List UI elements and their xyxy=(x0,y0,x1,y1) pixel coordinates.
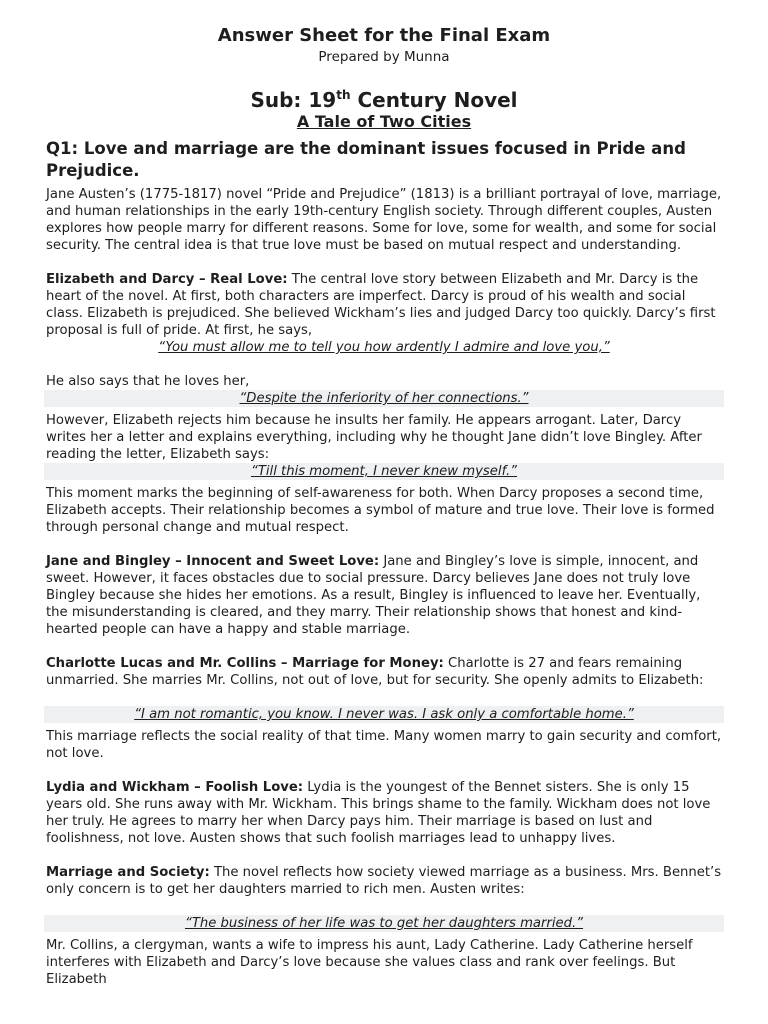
document-title: Answer Sheet for the Final Exam xyxy=(217,25,551,46)
elizabeth-darcy-paragraph xyxy=(46,271,722,339)
prepared-by: Prepared by Munna xyxy=(318,49,450,65)
rejection-paragraph: However, Elizabeth rejects him because he insults her family. He appears arrogant. Later, Darcy writes her a letter and explains everything, including why he thought Jane didn’t love Bingley. After reading the letter, Elizabeth says: xyxy=(46,413,702,462)
jane-bingley-paragraph xyxy=(46,553,722,638)
section-heading-society: Marriage and Society: xyxy=(46,865,210,880)
quote-inferiority: “Despite the inferiority of her connections.” xyxy=(44,390,724,407)
quote-business-of-her-life: “The business of her life was to get her daughters married.” xyxy=(44,915,724,932)
society-text: The novel reflects how society viewed marriage as a business. Mrs. Bennet’s only concern is to get her daughters married to rich men. Austen writes: xyxy=(46,865,722,897)
collins-catherine-paragraph: Mr. Collins, a clergyman, wants a wife to impress his aunt, Lady Catherine. Lady Catherine herself interferes with Elizabeth and Darcy’s love because she values class and rank over feelings. But Elizabeth xyxy=(46,938,693,987)
question-heading: Q1: Love and marriage are the dominant issues focused in Pride and Prejudice. xyxy=(46,139,686,180)
section-heading-lydia: Lydia and Wickham – Foolish Love: xyxy=(46,780,304,795)
subject-superscript: th xyxy=(336,88,351,102)
subject-suffix: Century Novel xyxy=(350,88,518,112)
lydia-wickham-paragraph xyxy=(46,779,722,847)
quote-not-romantic: “I am not romantic, you know. I never was. I ask only a comfortable home.” xyxy=(44,706,724,723)
charlotte-text: Charlotte is 27 and fears remaining unmarried. She marries Mr. Collins, not out of love, but for security. She openly admits to Elizabeth: xyxy=(46,656,704,688)
book-title: A Tale of Two Cities xyxy=(296,112,472,131)
section-heading-charlotte: Charlotte Lucas and Mr. Collins – Marriage for Money: xyxy=(46,656,444,671)
social-reality-paragraph: This marriage reflects the social reality of that time. Many women marry to gain security and comfort, not love. xyxy=(46,729,722,761)
quote-till-this-moment: “Till this moment, I never knew myself.” xyxy=(44,463,724,480)
marriage-society-paragraph xyxy=(46,864,722,898)
jane-text: Jane and Bingley’s love is simple, innocent, and sweet. However, it faces obstacles due to social pressure. Darcy believes Jane does not truly love Bingley because she hides her emotions. As a result, Bingley is influenced to leave her. Eventually, the misunderstanding is cleared, and they marry. Their relationship shows that honest and kind-hearted people can have a happy and stable marriage. xyxy=(46,554,701,637)
section-heading-elizabeth: Elizabeth and Darcy – Real Love: xyxy=(46,272,288,287)
self-awareness-paragraph: This moment marks the beginning of self-awareness for both. When Darcy proposes a second time, Elizabeth accepts. Their relationship becomes a symbol of mature and true love. Their love is formed through personal change and mutual respect. xyxy=(46,486,715,535)
loves-her-line: He also says that he loves her, xyxy=(46,374,250,389)
subject-prefix: Sub: 19 xyxy=(250,88,337,112)
intro-paragraph: Jane Austen’s (1775-1817) novel “Pride and Prejudice” (1813) is a brilliant portrayal of love, marriage, and human relationships in the early 19th-century English society. Through different couples, Austen explores how people marry for different reasons. Some for love, some for wealth, and some for social security. The central idea is that true love must be based on mutual respect and understanding. xyxy=(46,187,722,253)
charlotte-collins-paragraph xyxy=(46,655,722,689)
subject-heading xyxy=(46,88,722,112)
elizabeth-text: The central love story between Elizabeth and Mr. Darcy is the heart of the novel. At first, both characters are imperfect. Darcy is proud of his wealth and social class. Elizabeth is prejudiced. She believed Wickham’s lies and judged Darcy too quickly. Darcy’s first proposal is full of pride. At first, he says, xyxy=(46,272,716,338)
quote-ardently: “You must allow me to tell you how ardently I admire and love you,” xyxy=(158,340,610,355)
section-heading-jane: Jane and Bingley – Innocent and Sweet Love: xyxy=(46,554,380,569)
lydia-text: Lydia is the youngest of the Bennet sisters. She is only 15 years old. She runs away with Mr. Wickham. This brings shame to the family. Wickham does not love her truly. He agrees to marry her when Darcy pays him. Their marriage is based on lust and foolishness, not love. Austen shows that such foolish marriages lead to unhappy lives. xyxy=(46,780,711,846)
